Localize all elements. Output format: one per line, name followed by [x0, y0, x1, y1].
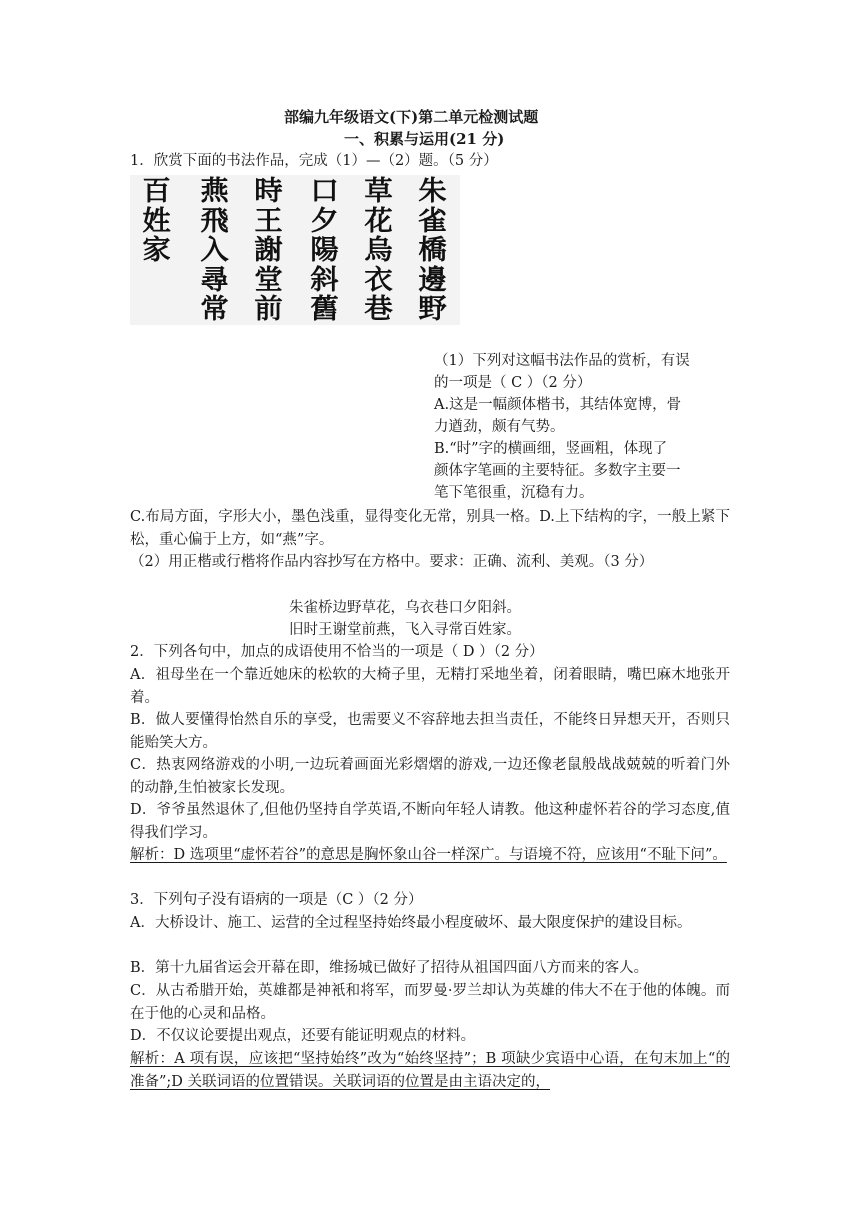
- calligraphy-char: 雀: [417, 205, 447, 237]
- calligraphy-char: 堂: [253, 264, 283, 296]
- calligraphy-char: 百: [141, 176, 171, 207]
- calligraphy-char: 時: [253, 176, 283, 207]
- calligraphy-char: 尋: [199, 264, 229, 296]
- calligraphy-char: 常: [199, 294, 229, 325]
- calligraphy-char: 口: [309, 176, 339, 207]
- poem-line-2: 旧时王谢堂前燕，飞入寻常百姓家。: [289, 622, 521, 638]
- calligraphy-char: 朱: [417, 176, 447, 207]
- calligraphy-char: 入: [199, 235, 229, 266]
- question-2-stem: 2．下列各句中，加点的成语使用不恰当的一项是（ D ）（2 分）: [130, 644, 544, 660]
- question-3-option-c: C．从古希腊开始，英雄都是神衹和将军，而罗曼·罗兰却认为英雄的伟大不在于他的体魄。而在于他的心灵和品格。: [130, 983, 730, 1022]
- option-b-line-1: B.“时”字的横画细，竖画粗，体现了: [434, 441, 668, 457]
- poem-line-1: 朱雀桥边野草花，乌衣巷口夕阳斜。: [289, 600, 521, 616]
- calligraphy-char: 飛: [199, 205, 229, 237]
- question-2-option-d: D．爷爷虽然退休了,但他仍坚持自学英语,不断向年轻人请教。他这种虚怀若谷的学习态度,值得我们学习。: [130, 802, 730, 841]
- option-a-line-2: 力遒劲，颇有气势。: [434, 419, 565, 435]
- calligraphy-char: 前: [253, 294, 283, 325]
- calligraphy-char: 斜: [309, 264, 339, 296]
- option-a-line-1: A.这是一幅颜体楷书，其结体宽博，骨: [434, 397, 682, 413]
- calligraphy-char: 夕: [309, 205, 339, 237]
- question-2-option-b: B．做人要懂得怡然自乐的享受，也需要义不容辞地去担当责任，不能终日异想天开，否则只能贻笑大方。: [130, 712, 730, 751]
- sub-question-2: （2）用正楷或行楷将作品内容抄写在方格中。要求：正确、流利、美观。（3 分）: [130, 554, 654, 570]
- calligraphy-char: 衣: [363, 264, 393, 296]
- calligraphy-char: 草: [363, 176, 393, 207]
- option-b-line-2: 颜体字笔画的主要特征。多数字主要一: [434, 463, 681, 479]
- calligraphy-char: 野: [417, 294, 447, 325]
- calligraphy-char: 巷: [363, 294, 393, 325]
- calligraphy-char: 陽: [309, 235, 339, 266]
- calligraphy-char: 舊: [309, 294, 339, 325]
- calligraphy-char: 橋: [417, 235, 447, 266]
- calligraphy-char: 燕: [199, 176, 229, 207]
- calligraphy-char: 花: [363, 205, 393, 237]
- question-3-option-a: A．大桥设计、施工、运营的全过程坚持始终最小程度破坏、最大限度保护的建设目标。: [130, 915, 692, 931]
- calligraphy-artwork-image: [130, 175, 460, 325]
- option-c-d: C.布局方面，字形大小，墨色浅重，显得变化无常，别具一格。D.上下结构的字，一般上紧下松，重心偏于上方，如“燕”字。: [130, 509, 730, 548]
- sub-question-1-line-2: 的一项是（ C ）（2 分）: [434, 375, 592, 391]
- calligraphy-char: 邊: [417, 264, 447, 296]
- section-heading: 一、积累与运用(21 分): [344, 130, 505, 148]
- document-title: 部编九年级语文(下)第二单元检测试题: [284, 108, 539, 126]
- question-3-analysis: 解析：A 项有误，应该把“坚持始终”改为“始终坚持”；B 项缺少宾语中心语，在句末加上“的准备”;D 关联词语的位置错误。关联词语的位置是由主语决定的，: [130, 1051, 730, 1090]
- question-3-option-d: D．不仅议论要提出观点，还要有能证明观点的材料。: [130, 1028, 476, 1044]
- sub-question-1-line-1: （1）下列对这幅书法作品的赏析，有误: [434, 353, 690, 369]
- option-b-line-3: 笔下笔很重，沉稳有力。: [434, 485, 594, 501]
- calligraphy-char: 謝: [253, 235, 283, 266]
- question-2-option-a: A．祖母坐在一个靠近她床的松软的大椅子里，无精打采地坐着，闭着眼睛，嘴巴麻木地张开着。: [130, 667, 730, 706]
- calligraphy-char: 王: [253, 205, 283, 237]
- calligraphy-char: 姓: [141, 205, 171, 237]
- question-2-option-c: C．热衷网络游戏的小明,一边玩着画面光彩熠熠的游戏,一边还像老鼠般战战兢兢的听着门外的动静,生怕被家长发现。: [130, 757, 730, 796]
- question-2-analysis: 解析：D 选项里“虚怀若谷”的意思是胸怀象山谷一样深广。与语境不符，应该用“不耻下问”。: [130, 847, 727, 863]
- question-3-stem: 3．下列句子没有语病的一项是（C ）（2 分）: [130, 892, 423, 908]
- question-3-option-b: B．第十九届省运会开幕在即，维扬城已做好了招待从祖国四面八方而来的客人。: [130, 960, 649, 976]
- calligraphy-char: 烏: [363, 235, 393, 266]
- calligraphy-char: 家: [141, 235, 171, 266]
- question-1-stem: 1．欣赏下面的书法作品，完成（1）—（2）题。（5 分）: [130, 153, 498, 169]
